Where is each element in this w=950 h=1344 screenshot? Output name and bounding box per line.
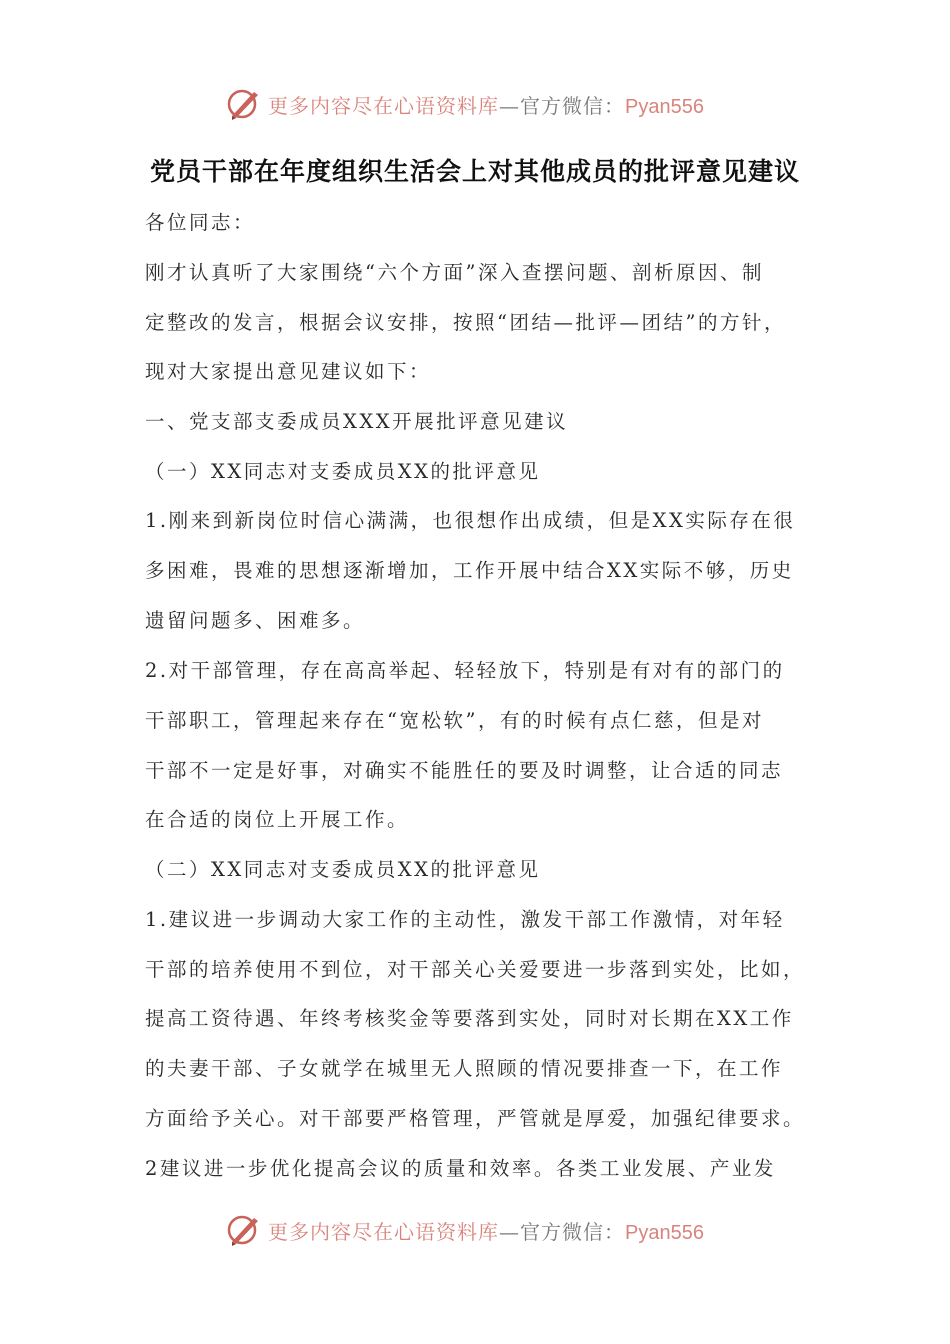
- banner-dash: —: [499, 1220, 520, 1244]
- body-line: 多困难，畏难的思想逐渐增加，工作开展中结合XX实际不够，历史: [145, 559, 794, 582]
- subsection-heading: （二）XX同志对支委成员XX的批评意见: [145, 858, 541, 881]
- body-line: 2.对干部管理，存在高高举起、轻轻放下，特别是有对有的部门的: [145, 659, 785, 682]
- footer-banner: [0, 1210, 950, 1250]
- body-line: 定整改的发言，根据会议安排，按照“团结—批评—团结”的方针，: [145, 311, 786, 334]
- section-heading: 一、党支部支委成员XXX开展批评意见建议: [145, 410, 569, 433]
- body-line: 在合适的岗位上开展工作。: [145, 808, 410, 831]
- banner-text: [268, 90, 704, 119]
- pen-logo-icon: [226, 1212, 262, 1248]
- body-line: 提高工资待遇、年终考核奖金等要落到实处，同时对长期在XX工作: [145, 1007, 794, 1030]
- banner-account: Pyan556: [625, 1222, 704, 1244]
- body-line: 各位同志：: [145, 211, 256, 234]
- body-line: 刚才认真听了大家围绕“六个方面”深入查摆问题、剖析原因、制: [145, 261, 764, 284]
- body-line: 1.刚来到新岗位时信心满满，也很想作出成绩，但是XX实际存在很: [145, 509, 796, 532]
- banner-label: 官方微信：: [520, 1220, 625, 1244]
- body-line: 方面给予关心。对干部要严格管理，严管就是厚爱，加强纪律要求。: [145, 1107, 806, 1130]
- body-line: 的夫妻干部、子女就学在城里无人照顾的情况要排查一下，在工作: [145, 1057, 784, 1080]
- banner-text: [268, 1216, 704, 1245]
- banner-account: Pyan556: [625, 96, 704, 118]
- body-line: 2建议进一步优化提高会议的质量和效率。各类工业发展、产业发: [145, 1157, 776, 1180]
- header-banner: [0, 84, 950, 124]
- body-line: 干部职工，管理起来存在“宽松软”，有的时候有点仁慈，但是对: [145, 709, 764, 732]
- document-title: 党员干部在年度组织生活会上对其他成员的批评意见建议: [149, 157, 800, 186]
- banner-brand: 更多内容尽在心语资料库: [268, 1220, 499, 1244]
- body-line: 干部的培养使用不到位，对干部关心关爱要进一步落到实处，比如，: [145, 958, 806, 981]
- banner-dash: —: [499, 94, 520, 118]
- banner-brand: 更多内容尽在心语资料库: [268, 94, 499, 118]
- body-line: 遗留问题多、困难多。: [145, 609, 366, 632]
- body-line: 1.建议进一步调动大家工作的主动性，激发干部工作激情，对年轻: [145, 908, 785, 931]
- subsection-heading: （一）XX同志对支委成员XX的批评意见: [145, 460, 541, 483]
- banner-label: 官方微信：: [520, 94, 625, 118]
- pen-logo-icon: [226, 86, 262, 122]
- body-line: 干部不一定是好事，对确实不能胜任的要及时调整，让合适的同志: [145, 759, 784, 782]
- body-line: 现对大家提出意见建议如下：: [145, 360, 432, 383]
